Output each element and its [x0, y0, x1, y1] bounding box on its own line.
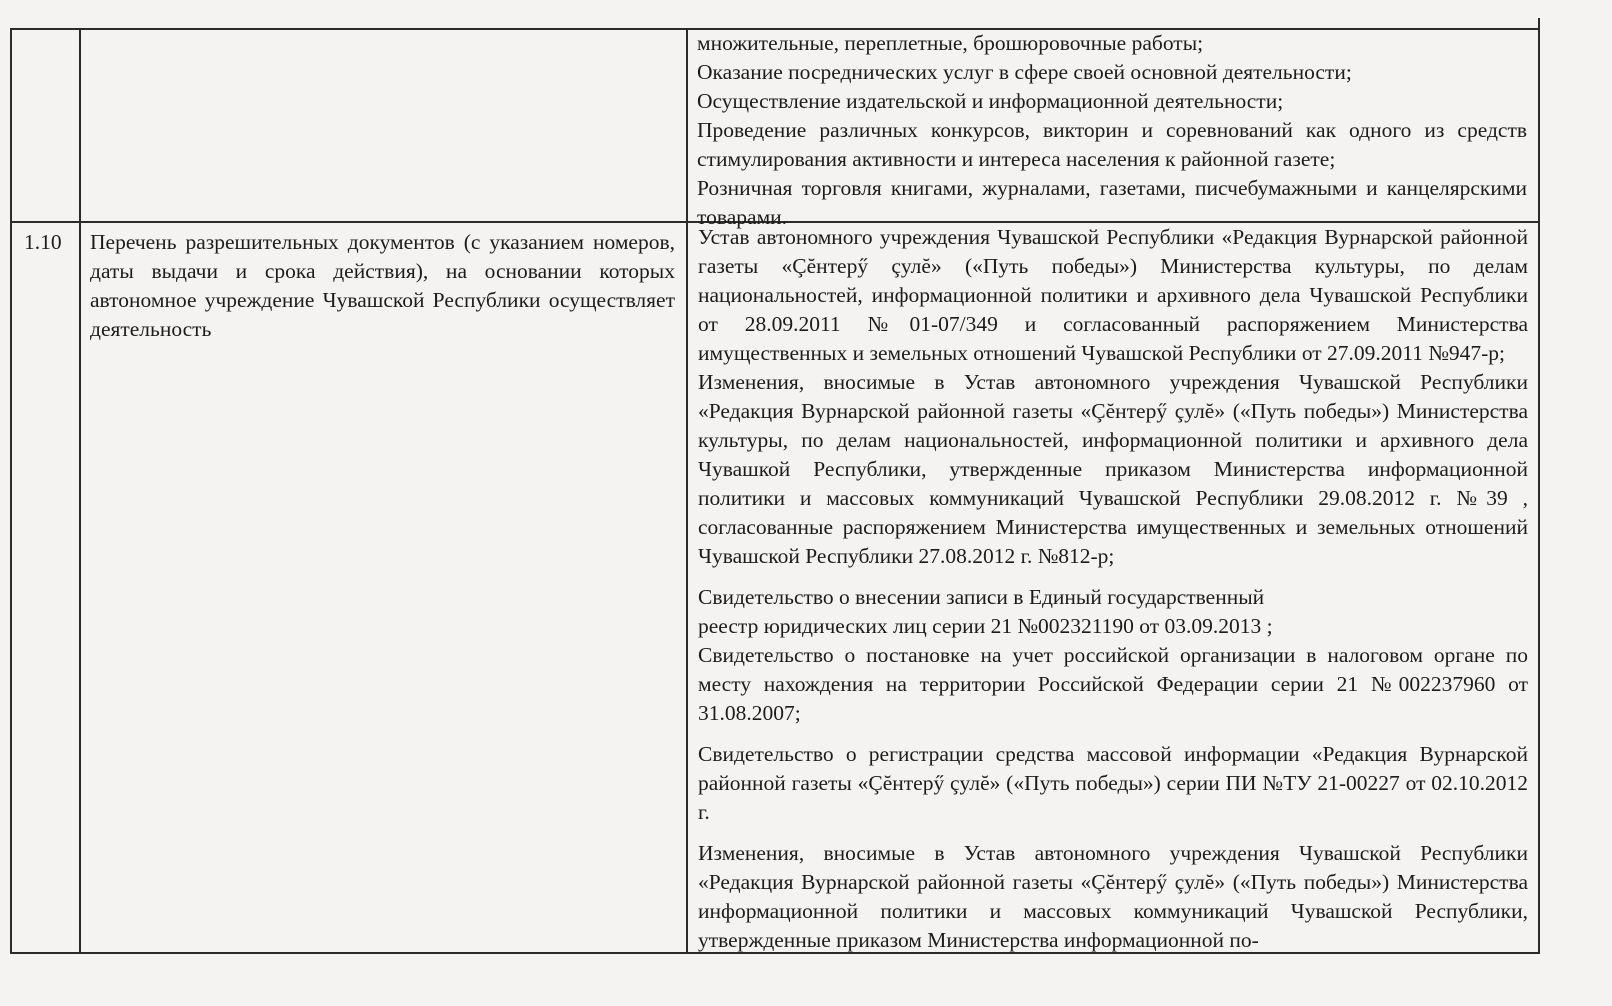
content-paragraph: Свидетельство о внесении записи в Единый государственный	[698, 585, 1265, 609]
column-divider-2	[686, 28, 688, 954]
content-paragraph: Оказание посреднических услуг в сфере своей основной деятельности;	[697, 60, 1352, 84]
row-2-label-cell	[90, 228, 675, 344]
content-paragraph: Розничная торговля книгами, журналами, газетами, писчебумажными и канцелярскими товарами.	[697, 176, 1527, 229]
content-paragraph: Изменения, вносимые в Устав автономного учреждения Чувашской Республики «Редакция Вурнарской районной газеты «Çĕнтерӳ çулĕ» («Путь победы») Министерства культуры, по делам национальностей, информационной политики и архивного дела Чувашкой Республики, утвержденные приказом Министерства информационной политики и массовых коммуникаций Чувашской Республики 29.08.2012 г. №39 , согласованные распоряжением Министерства имущественных и земельных отношений Чувашской Республики 27.08.2012 г. №812-р;	[698, 370, 1528, 568]
row-1-content-cell	[697, 29, 1527, 232]
table-right-border	[1538, 18, 1540, 954]
content-paragraph: Свидетельство о регистрации средства массовой информации «Редакция Вурнарской районной газеты «Çĕнтерӳ çулĕ» («Путь победы») серии ПИ №ТУ 21-00227 от 02.10.2012 г.	[698, 742, 1528, 824]
row-label: Перечень разрешительных документов (с указанием номеров, даты выдачи и срока действия), на основании которых автономное учреждение Чувашской Республики осуществляет деятельность	[90, 230, 675, 341]
content-paragraph: Проведение различных конкурсов, викторин и соревнований как одного из средств стимулирования активности и интереса населения к районной газете;	[697, 118, 1527, 171]
content-paragraph: реестр юридических лиц серии 21 №002321190 от 03.09.2013 ;	[698, 614, 1273, 638]
content-paragraph: Устав автономного учреждения Чувашской Республики «Редакция Вурнарской районной газеты «Çĕнтерӳ çулĕ» («Путь победы») Министерства культуры, по делам национальностей, информационной политики и архивного дела Чувашской Республики от 28.09.2011 №01-07/349 и согласованный распоряжением Министерства имущественных и земельных отношений Чувашской Республики от 27.09.2011 №947-р;	[698, 225, 1528, 365]
table-left-border	[10, 28, 12, 954]
row-2-content-cell	[698, 223, 1528, 955]
content-paragraph: множительные, переплетные, брошюровочные работы;	[697, 31, 1204, 55]
content-paragraph: Изменения, вносимые в Устав автономного учреждения Чувашской Республики «Редакция Вурнарской районной газеты «Çĕнтерӳ çулĕ» («Путь победы») Министерства информационной политики и массовых коммуникаций Чувашской Республики, утвержденные приказом Министерства информационной по-	[698, 841, 1528, 952]
column-divider-1	[79, 28, 81, 954]
row-number: 1.10	[24, 230, 62, 254]
content-paragraph: Осуществление издательской и информационной деятельности;	[697, 89, 1284, 113]
content-paragraph: Свидетельство о постановке на учет российской организации в налоговом органе по месту нахождения на территории Российской Федерации серии 21 №002237960 от 31.08.2007;	[698, 643, 1528, 725]
